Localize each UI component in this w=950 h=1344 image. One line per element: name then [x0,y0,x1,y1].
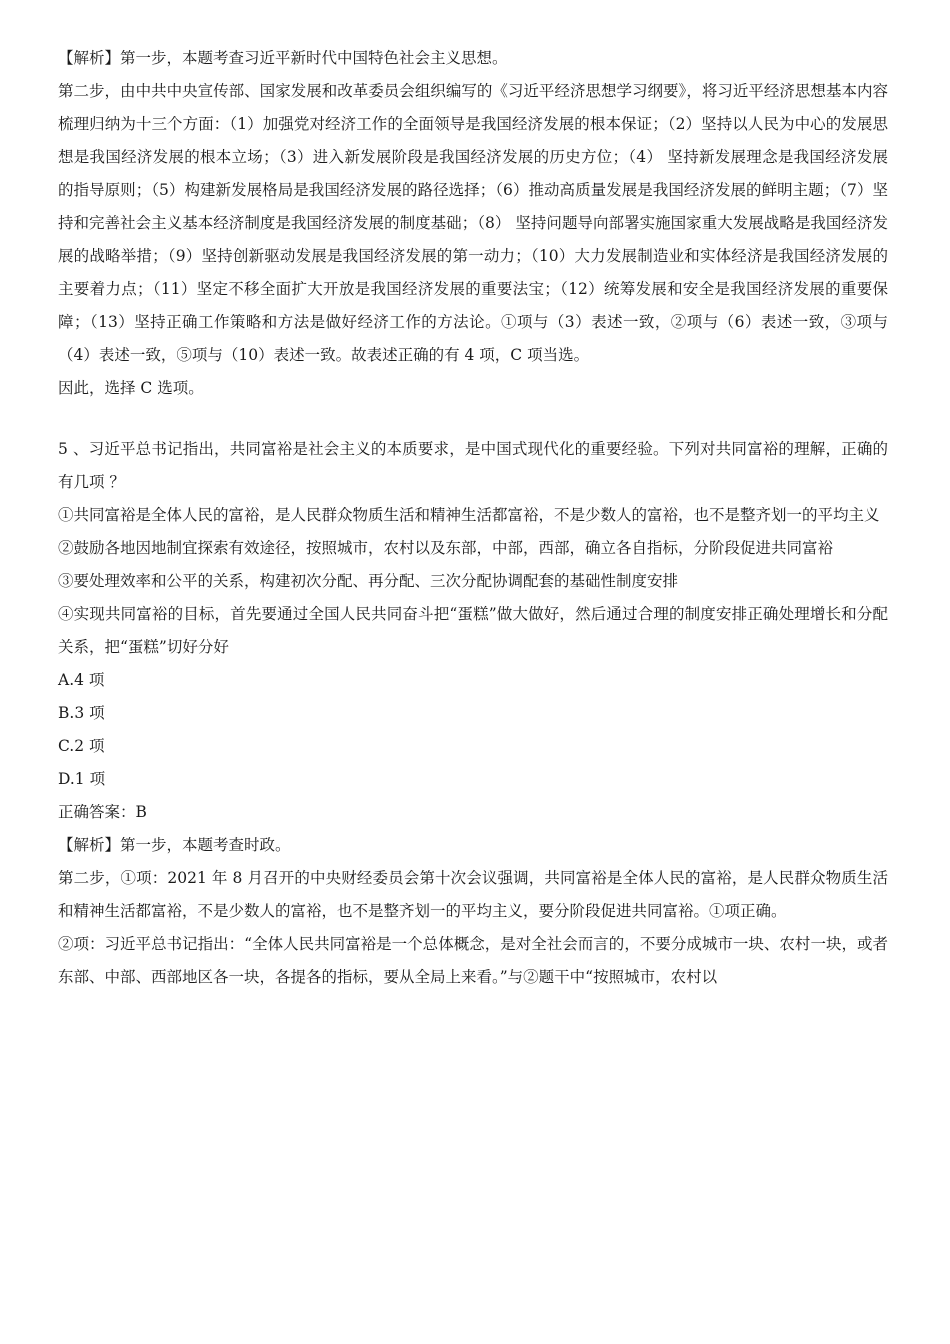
question-stem: 5 、习近平总书记指出，共同富裕是社会主义的本质要求，是中国式现代化的重要经验。下列对共同富裕的理解，正确的有几项 ？ [58,440,888,491]
q5-analysis-step3: ②项：习近平总书记指出：“全体人民共同富裕是一个总体概念，是对全社会而言的，不要分成城市一块、农村一块，或者东部、中部、西部地区各一块，各提各的指标，要从全局上来看。”与②题干中“按照城市，农村以 [58,935,888,986]
analysis-step2: 第二步，由中共中央宣传部、国家发展和改革委员会组织编写的《习近平经济思想学习纲要》，将习近平经济思想基本内容梳理归纳为十三个方面：（1）加强党对经济工作的全面领导是我国经济发展的根本保证；（2）坚持以人民为中心的发展思想是我国经济发展的根本立场；（3）进入新发展阶段是我国经济发展的历史方位；（4） 坚持新发展理念是我国经济发展的指导原则；（5）构建新发展格局是我国经济发展的路径选择；（6）推动高质量发展是我国经济发展的鲜明主题；（7）坚持和完善社会主义基本经济制度是我国经济发展的制度基础；（8） 坚持问题导向部署实施国家重大发展战略是我国经济发展的战略举措；（9）坚持创新驱动发展是我国经济发展的第一动力；（10）大力发展制造业和实体经济是我国经济发展的主要着力点；（11）坚定不移全面扩大开放是我国经济发展的重要法宝；（12）统筹发展和安全是我国经济发展的重要保障；（13）坚持正确工作策略和方法是做好经济工作的方法论。①项与（3）表述一致，②项与（6）表述一致，③项与（4）表述一致，⑤项与（10）表述一致。故表述正确的有 4 项，C 项当选。 [58,82,888,364]
statement-3: ③要处理效率和公平的关系，构建初次分配、再分配、三次分配协调配套的基础性制度安排 [58,572,679,590]
analysis-conclusion: 因此，选择 C 选项。 [58,379,204,397]
option-a: A.4 项 [58,671,105,689]
document-page [58,42,888,994]
statement-1: ①共同富裕是全体人民的富裕，是人民群众物质生活和精神生活都富裕，不是少数人的富裕，也不是整齐划一的平均主义 [58,506,880,524]
option-c: C.2 项 [58,737,105,755]
section-gap [58,405,888,433]
analysis-step1: 【解析】第一步，本题考查习近平新时代中国特色社会主义思想。 [58,49,508,67]
statement-2: ②鼓励各地因地制宜探索有效途径，按照城市，农村以及东部，中部，西部，确立各自指标，分阶段促进共同富裕 [58,539,834,557]
statement-4: ④实现共同富裕的目标，首先要通过全国人民共同奋斗把“蛋糕”做大做好，然后通过合理的制度安排正确处理增长和分配关系，把“蛋糕”切好分好 [58,605,888,656]
option-d: D.1 项 [58,770,106,788]
correct-answer: 正确答案：B [58,803,147,821]
q5-analysis-step2: 第二步，①项：2021 年 8 月召开的中央财经委员会第十次会议强调，共同富裕是全体人民的富裕，是人民群众物质生活和精神生活都富裕，不是少数人的富裕，也不是整齐划一的平均主义，要分阶段促进共同富裕。①项正确。 [58,869,888,920]
option-b: B.3 项 [58,704,105,722]
q5-analysis-step1: 【解析】第一步，本题考查时政。 [58,836,291,854]
